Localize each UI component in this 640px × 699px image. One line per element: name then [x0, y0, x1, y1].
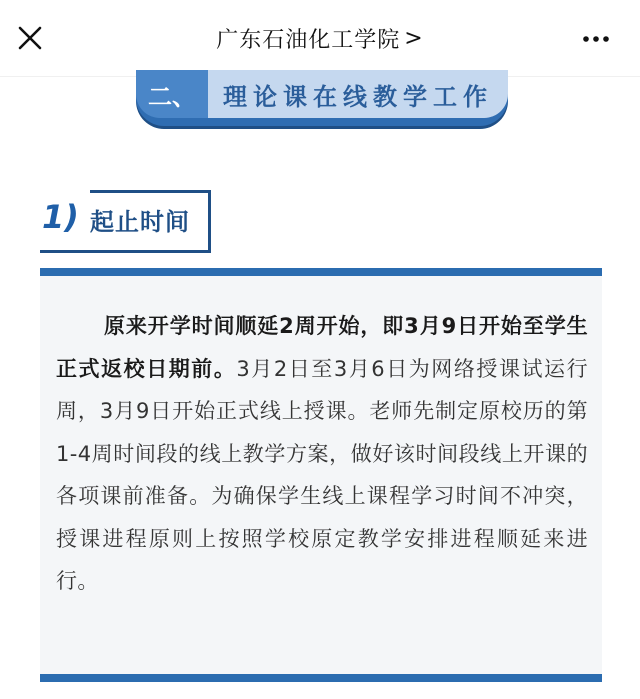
close-button[interactable]	[14, 22, 46, 54]
section-number: 二、	[136, 70, 208, 118]
section-title: 理论课在线教学工作	[208, 70, 508, 118]
content-paragraph	[56, 305, 588, 603]
subsection-heading	[40, 188, 210, 252]
content-bottom-divider	[40, 674, 602, 682]
content-bold-lead: 原来开学时间顺延2周开始，即3月9日开始至学生正式返校日期前。	[56, 314, 588, 381]
more-button[interactable]	[576, 22, 620, 54]
section-banner	[136, 70, 508, 126]
content-top-divider	[40, 268, 602, 276]
nav-title-wrapper	[0, 0, 640, 76]
close-icon	[14, 22, 46, 54]
subsection-title: 起止时间	[90, 208, 190, 236]
more-icon	[576, 22, 620, 54]
account-title-link[interactable]	[216, 23, 423, 54]
subsection-index: 1)	[42, 198, 79, 236]
subsection-underline	[40, 250, 211, 253]
top-nav-bar	[0, 0, 640, 77]
account-title: 广东石油化工学院	[216, 27, 401, 53]
content-body: 3月2日至3月6日为网络授课试运行周，3月9日开始正式线上授课。老师先制定原校历的第1-4周时间段的线上教学方案，做好该时间段线上开课的各项课前准备。为确保学生线上课程学习时间不冲突，授课进程原则上按照学校原定教学安排进程顺延来进行。	[56, 356, 588, 593]
chevron-right-icon: >	[404, 25, 424, 51]
